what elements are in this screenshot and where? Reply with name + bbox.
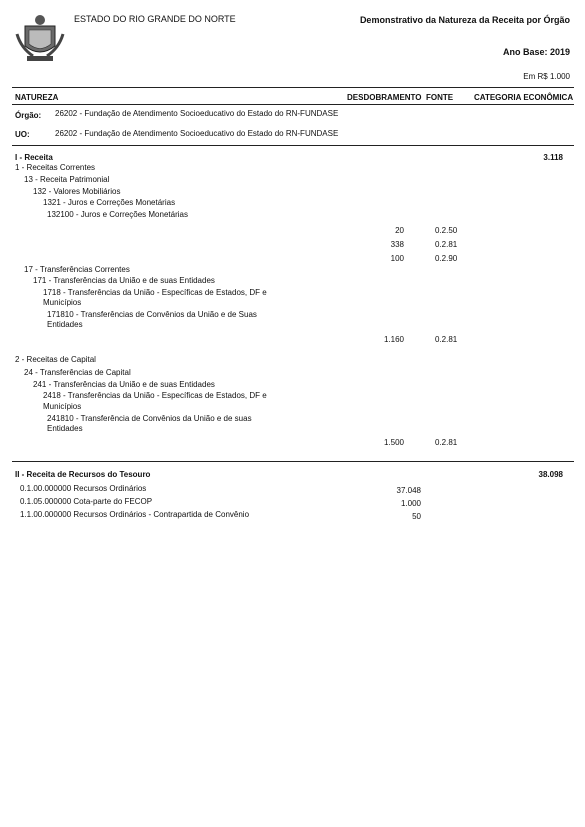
tesouro-item-label: 1.1.00.000000 Recursos Ordinários - Contrapartida de Convênio [20,510,250,519]
col-fonte: FONTE [426,93,454,102]
tesouro-item-label: 0.1.05.000000 Cota-parte do FECOP [20,497,153,506]
desdobramento-value: 20 [395,226,404,235]
juros-132100: 132100 - Juros e Correções Monetárias [47,210,188,219]
desdobramento-value: 1.160 [383,335,404,344]
transferencias-1718-line2: Municípios [43,298,82,307]
fonte-value: 0.2.81 [435,438,458,447]
transferencias-241: 241 - Transferências da União e de suas Entidades [33,380,215,389]
orgao-value: 26202 - Fundação de Atendimento Socioeducativo do Estado do RN-FUNDASE [55,109,339,118]
receita-title: I - Receita [15,153,53,162]
section-rule [12,461,574,462]
orgao-label: Órgão: [15,111,42,120]
valores-mobiliarios: 132 - Valores Mobiliários [33,187,121,196]
transferencias-241810-line1: 241810 - Transferência de Convênios da União e de suas [47,414,252,423]
unit-label: Em R$ 1.000 [523,72,570,81]
transferencias-capital: 24 - Transferências de Capital [24,368,131,377]
ano-base: Ano Base: 2019 [502,47,570,57]
fonte-value: 0.2.90 [435,254,458,263]
transferencias-171810-line1: 171810 - Transferências de Convênios da União e de Suas [47,310,257,319]
receitas-capital: 2 - Receitas de Capital [15,355,96,364]
tesouro-item-value: 1.000 [400,499,421,508]
receita-patrimonial: 13 - Receita Patrimonial [24,175,110,184]
tesouro-item-value: 37.048 [396,486,421,495]
col-categoria: CATEGORIA ECONÔMICA [474,93,574,102]
header-rule-bottom [12,104,574,105]
state-coat-of-arms-logo [15,12,65,64]
transferencias-171: 171 - Transferências da União e de suas Entidades [33,276,215,285]
desdobramento-value: 100 [390,254,404,263]
col-desdobramento: DESDOBRAMENTO [347,93,422,102]
transferencias-171810-line2: Entidades [47,320,83,329]
col-natureza: NATUREZA [15,93,59,102]
uo-label: UO: [15,130,30,139]
tesouro-item-label: 0.1.00.000000 Recursos Ordinários [20,484,147,493]
tesouro-total: 38.098 [538,470,563,479]
receitas-correntes: 1 - Receitas Correntes [15,163,96,172]
tesouro-title: II - Receita de Recursos do Tesouro [15,470,151,479]
transferencias-2418-line1: 2418 - Transferências da União - Específicas de Estados, DF e [43,391,267,400]
fonte-value: 0.2.81 [435,335,458,344]
desdobramento-value: 1.500 [383,438,404,447]
fonte-value: 0.2.50 [435,226,458,235]
tesouro-item-value: 50 [412,512,421,521]
transferencias-241810-line2: Entidades [47,424,83,433]
state-name: ESTADO DO RIO GRANDE DO NORTE [74,14,236,24]
report-title: Demonstrativo da Natureza da Receita por Órgão [359,15,570,25]
juros-1321: 1321 - Juros e Correções Monetárias [43,198,176,207]
receita-total: 3.118 [543,153,563,162]
fonte-value: 0.2.81 [435,240,458,249]
transferencias-1718-line1: 1718 - Transferências da União - Específicas de Estados, DF e [43,288,267,297]
header-rule-top [12,87,574,88]
section-rule [12,145,574,146]
desdobramento-value: 338 [390,240,404,249]
uo-value: 26202 - Fundação de Atendimento Socioeducativo do Estado do RN-FUNDASE [55,129,339,138]
transferencias-correntes: 17 - Transferências Correntes [24,265,130,274]
transferencias-2418-line2: Municípios [43,402,82,411]
